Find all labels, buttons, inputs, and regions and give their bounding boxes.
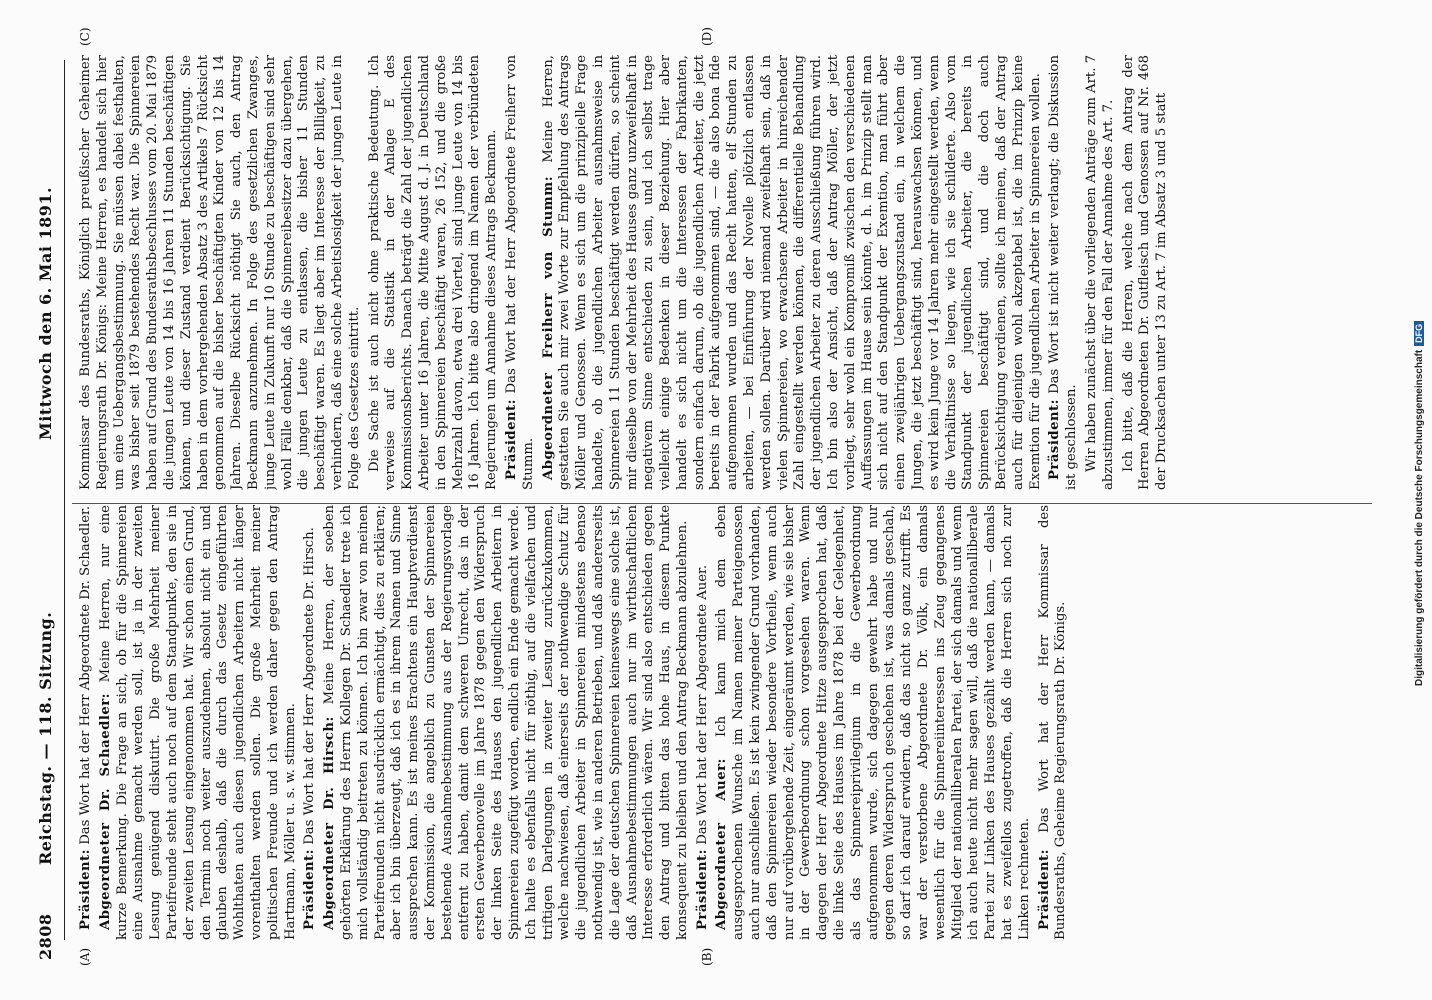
header-left: Reichstag. — 118. Sitzung.: [36, 611, 55, 865]
speech-text: Das Wort hat der Herr Abgeordnete Auer.: [694, 564, 710, 845]
footer-strip: [1412, 0, 1432, 1000]
paragraph: [504, 55, 538, 490]
credit-text: Digitalisierung gefördert durch die Deutsche Forschungsgemeinschaft: [1414, 349, 1425, 686]
speaker: Präsident:: [503, 398, 519, 480]
speech-text: Kommissar des Bundesraths, Königlich preußischer Geheimer Regierungsrath Dr. Königs: Meine Herren, es handelt sich hier um eine Uebergangsbestimmung. Sie müssen dabei festhalten, was bisher seit 1879 bestehendes Recht war. Die Spinnereien haben auf Grund des Bundesrathsbeschlusses vom 20. Mai 1879 die jungen Leute von 14 bis 16 Jahren 11 Stunden beschäftigen können, und dieser Zustand verdient Berücksichtigung. Sie haben in dem vorhergehenden Absatz 3 des Artikels 7 Rücksicht genommen auf die bisher beschäftigten Kinder von 12 bis 14 Jahren. Dieselbe Rücksicht nöthigt Sie auch, den Antrag Beckmann anzunehmen. In Folge des gesetzlichen Zwanges, junge Leute in Zukunft nur 10 Stunde zu beschäftigen sind sehr wohl Fälle denkbar, daß die Spinnereibesitzer dazu übergehen, die jungen Leute zu entlassen, die bisher 11 Stunden beschäftigt waren. Es liegt aber im Interesse der Billigkeit, zu verhindern, daß eine solche Arbeitslosigkeit der jungen Leute in Folge des Gesetzes eintritt.: [78, 55, 362, 490]
speech-text: Meine Herren, nur eine kurze Bemerkung. Die Frage an sich, ob für die Spinnereien eine Ausnahme gemacht werden soll, ist ja in der zweiten Lesung genügend diskutirt. Die große Mehrheit meiner Parteifreunde steht auch noch auf dem Standpunkte, den sie in der zweiten Lesung eingenommen hat. Wir schon einen Grund, den Termin noch weiter auszudehnen, absolut nicht ein und glauben deshalb, daß die durch das Gesetz eingeführten Wohlthaten auch diesen jugendlichen Arbeitern nicht länger vorenthalten werden sollen. Die große Mehrheit meiner politischen Freunde und ich werden daher gegen den Antrag Hartmann, Möller u. s. w. stimmen.: [97, 505, 298, 940]
paragraph: [78, 505, 95, 940]
speech-text: Ich bitte, daß die Herren, welche nach dem Antrag der Herren Abgeordneten Dr. Gutfleisch und Genossen auf Nr. 468 der Drucksachen unter 13 zu Art. 7 im Absatz 3 und 5 statt: [1120, 55, 1170, 490]
speech-text: Wir haben zunächst über die vorliegenden Anträge zum Art. 7 abzustimmen, immer für den Fall der Annahme des Art. 7.: [1084, 55, 1116, 490]
paragraph: [714, 505, 1033, 940]
page-header: [36, 40, 62, 960]
speaker: Abgeordneter Dr. Hirsch:: [322, 716, 338, 930]
paragraph: [302, 505, 319, 940]
paragraph: [1037, 505, 1071, 940]
header-rule: [64, 60, 65, 940]
speaker: Präsident:: [694, 848, 710, 930]
paragraph: [1084, 55, 1118, 490]
speaker: Abgeordneter Freiherr von Stumm:: [540, 175, 556, 480]
paragraph: [1047, 55, 1081, 490]
left-column: [78, 505, 1378, 940]
column-divider: [72, 503, 1372, 504]
speech-text: Das Wort ist nicht weiter verlangt; die Diskussion ist geschlossen.: [1047, 55, 1080, 490]
speaker: Präsident:: [302, 848, 318, 930]
speech-text: Die Sache ist auch nicht ohne praktische Bedeutung. Ich verweise auf die Statistik in der Anlage E des Kommissionsberichts. Danach beträgt die Zahl der jugendlichen Arbeiter unter 16 Jahren, die Mitte August d. J. in Deutschland in den Spinnereien beschäftigt waren, 26 152, und die große Mehrzahl davon, etwa drei Viertel, sind junge Leute von 14 bis 16 Jahren. Ich bitte also dringend im Namen der verbündeten Regierungen um Annahme dieses Antrags Beckmann.: [366, 55, 500, 490]
page-number: 2808: [36, 913, 55, 960]
paragraph: [367, 55, 501, 490]
speech-text: Das Wort hat der Herr Kommissar des Bundesraths, Geheime Regierungsrath Dr. Königs.: [1036, 505, 1069, 940]
speaker: Abgeordneter Auer:: [714, 758, 730, 930]
margin-mark-b: (B): [700, 947, 714, 966]
speech-text: Ich kann mich dem eben ausgesprochenen Wunsche im Namen meiner Parteigenossen auch nur anschließen. Es ist kein zwingender Grund vorhanden, daß den Spinnereien wieder besondere Vortheile, wenn auch nur auf vorübergehende Zeit, eingeräumt werden, wie sie bisher in der Gewerbeordnung schon vorgesehen waren. Wenn dagegen der Herr Abgeordnete Hitze ausgesprochen hat, daß die linke Seite des Hauses im Jahre 1878 bei der Gelegenheit, als das Spinnereiprivilegium in die Gewerbeordnung aufgenommen wurde, sich dagegen gewehrt habe und nur gegen deren Widerspruch geschehen ist, was damals geschah, so darf ich darauf erwidern, daß das nicht so ganz zutrifft. Es war der verstorbene Abgeordnete Dr. Völk, ein damals wesentlich für die Spinnereiinteressen ins Zeug gegangenes Mitglied der nationalliberalen Partei, der sich damals und wenn ich auch heute nicht mehr sagen will, daß die nationalliberale Partei zur Linken des Hauses gezählt werden kann, — damals hat es zweifellos zugetroffen, daß die Herren sich noch zur Linken rechneten.: [714, 505, 1032, 940]
paragraph: [98, 505, 300, 940]
header-right: Mittwoch den 6. Mai 1891.: [36, 186, 55, 440]
speaker: Präsident:: [1036, 848, 1052, 930]
speech-text: Das Wort hat der Herr Abgeordnete Dr. Schaedler.: [78, 505, 93, 845]
paragraph: [78, 55, 364, 490]
paragraph: [695, 505, 712, 940]
speaker: Präsident:: [78, 848, 93, 930]
digitization-credit: [1414, 321, 1425, 686]
speech-text: Meine Herren, der soeben gehörten Erklärung des Herrn Kollegen Dr. Schaedler trete ich mich vollständig beitreten zu können. Ich bin zwar von meinen Parteifreunden nicht ausdrücklich ermächtigt, dies zu erklären; aber ich bin überzeugt, daß ich es in ihrem Namen und Sinne aussprechen kann. Es ist meines Erachtens ein Hauptverdienst der Kommission, die angeblich zu Gunsten der Spinnereien bestehende Ausnahmebestimmung aus der Regierungsvorlage entfernt zu haben, damit dem schweren Unrecht, das in der ersten Gewerbenovelle im Jahre 1878 gegen den Widerspruch der linken Seite des Hauses den jugendlichen Arbeitern in Spinnereien zugefügt worden, endlich ein Ende gemacht werde. Ich halte es ebenfalls nicht für nöthig, auf die vielfachen und triftigen Darlegungen in zweiter Lesung zurückzukommen, welche nachwiesen, daß einerseits der nothwendige Schutz für die jugendlichen Arbeiter in Spinnereien mindestens ebenso nothwendig ist, wie in anderen Betrieben, und daß andererseits die Lage der deutschen Spinnereien keineswegs eine solche ist, daß Ausnahmebestimmungen auch nur im wirthschaftlichen Interesse erforderlich wären. Wir sind also entschieden gegen den Antrag und bitten das hohe Haus, in diesem Punkte konsequent zu bleiben und den Antrag Beckmann abzulehnen.: [322, 505, 690, 940]
speech-text: Das Wort hat der Herr Abgeordnete Freiherr von Stumm.: [503, 55, 536, 490]
margin-mark-d: (D): [700, 27, 714, 46]
paragraph: [1121, 55, 1171, 490]
right-column: [78, 55, 1378, 490]
speech-text: Das Wort hat der Herr Abgeordnete Dr. Hirsch.: [302, 527, 318, 845]
dfg-logo: DFG: [1414, 321, 1424, 346]
paragraph: [541, 55, 1045, 490]
speaker: Präsident:: [1047, 398, 1063, 480]
paragraph: [322, 505, 692, 940]
speech-text: Meine Herren, gestatten Sie auch mir zwei Worte zur Empfehlung des Antrags Möller und Genossen. Wenn es sich um die prinzipielle Frage handelte, ob die jugendlichen Arbeiter ausnahmsweise in Spinnereien 11 Stunden beschäftigt werden dürfen, so scheint mir dieselbe von der Mehrheit des Hauses ganz unzweifelhaft in negativem Sinne entschieden zu sein, und ich selbst trage vielleicht einige Bedenken in dieser Beziehung. Hier aber handelt es sich nicht um die Interessen der Fabrikanten, sondern einfach darum, ob die jugendlichen Arbeiter, die jetzt bereits in der Fabrik aufgenommen sind, — die also bona fide aufgenommen wurden und das Recht hatten, elf Stunden zu arbeiten, — bei Einführung der Novelle plötzlich entlassen werden sollen. Darüber wird niemand zweifelhaft sein, daß in vielen Spinnereien, wo erwachsene Arbeiter in hinreichender Zahl eingestellt werden können, die differentielle Behandlung der jugendlichen Arbeiter zu deren Ausschließung führen wird. Ich bin also der Ansicht, daß der Antrag Möller, der jetzt vorliegt, sehr wohl ein Kompromiß zwischen den verschiedenen Auffassungen im Hause sein könnte, d. h. im Prinzip stellt man sich nicht auf den Standpunkt der Exemtion, man führt aber einen zweijährigen Uebergangszustand ein, in welchem die Jungen, die jetzt beschäftigt sind, herauswachsen können, und es wird kein Junge vor 14 Jahren mehr eingestellt werden, wenn die Verhältnisse so liegen, wie ich sie schilderte. Also vom Standpunkt der jugendlichen Arbeiter, die bereits in Spinnereien beschäftigt sind, und die doch auch Berücksichtigung verdienen, sollte ich meinen, daß der Antrag auch für diejenigen wohl akzeptabel ist, die im Prinzip keine Exemtion für die jugendlichen Arbeiter in Spinnereien wollen.: [540, 55, 1043, 490]
margin-mark-a: (A): [78, 947, 92, 966]
speaker: Abgeordneter Dr. Schaedler:: [97, 692, 113, 930]
margin-mark-c: (C): [78, 27, 92, 46]
